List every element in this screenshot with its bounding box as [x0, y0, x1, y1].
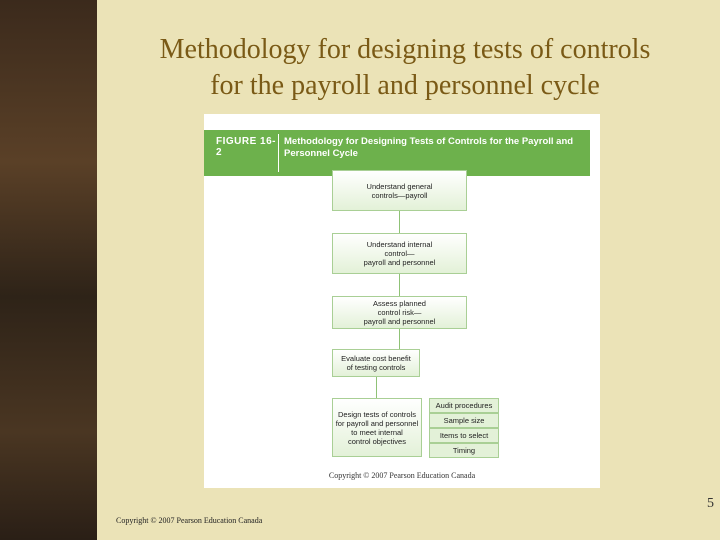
step-assess-control-risk: Assess planned control risk— payroll and personnel	[332, 296, 467, 329]
figure-number: FIGURE 16-2	[216, 136, 277, 158]
slide-title-line-1: Methodology for designing tests of controls	[159, 34, 651, 65]
slide-title	[105, 32, 705, 104]
figure-caption: Methodology for Designing Tests of Controls for the Payroll and Personnel Cycle	[284, 136, 574, 159]
flow-arrow	[376, 377, 377, 398]
figure-copyright: Copyright © 2007 Pearson Education Canada	[328, 471, 476, 480]
flow-arrow	[399, 329, 400, 349]
design-item-audit-procedures: Audit procedures	[429, 398, 499, 413]
slide-title-line-2: for the payroll and personnel cycle	[210, 70, 600, 101]
design-item-timing: Timing	[429, 443, 499, 458]
figure-image	[204, 114, 600, 488]
flow-arrow	[399, 211, 400, 233]
flow-arrow	[399, 274, 400, 296]
footer-copyright: Copyright © 2007 Pearson Education Canada	[116, 516, 263, 525]
step-understand-general-controls: Understand general controls—payroll	[332, 170, 467, 211]
step-evaluate-cost-benefit: Evaluate cost benefit of testing controls	[332, 349, 420, 377]
decorative-medal-image	[0, 0, 97, 540]
design-item-sample-size: Sample size	[429, 413, 499, 428]
design-item-items-to-select: Items to select	[429, 428, 499, 443]
step-understand-internal-control: Understand internal control— payroll and personnel	[332, 233, 467, 274]
page-number: 5	[707, 496, 714, 511]
step-design-tests-of-controls: Design tests of controls for payroll and personnel to meet internal control objectives	[332, 398, 422, 457]
figure-header-divider	[278, 134, 279, 172]
